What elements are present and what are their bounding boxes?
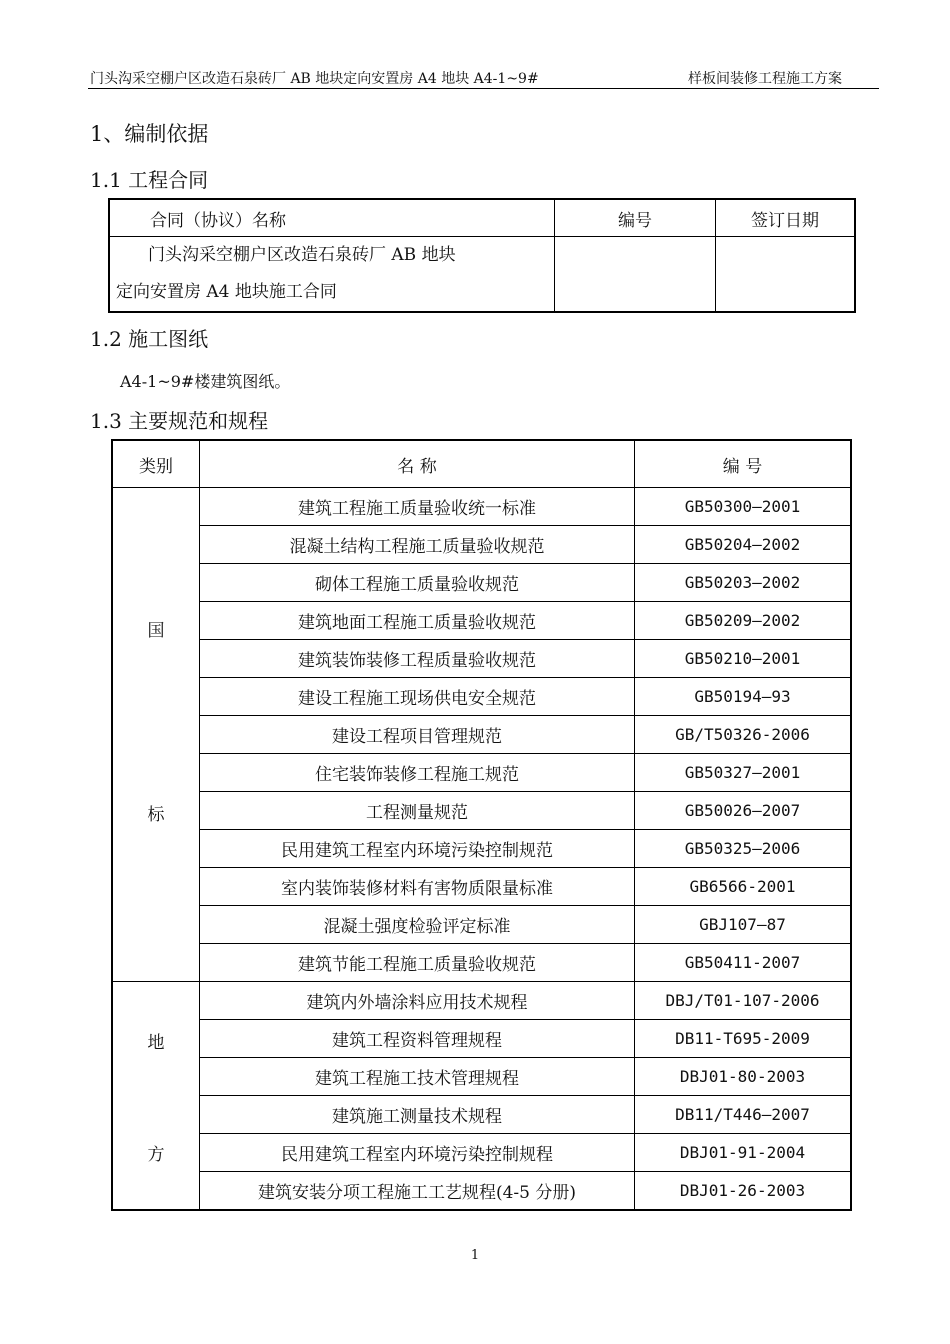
standard-code: GB50209—2002 <box>635 602 852 640</box>
standard-name: 建筑安装分项工程施工工艺规程(4-5 分册) <box>200 1172 635 1211</box>
standard-row <box>112 716 851 754</box>
category-local-char: 地 <box>147 1033 165 1053</box>
name-header: 名 称 <box>200 440 635 488</box>
standard-name: 室内装饰装修材料有害物质限量标准 <box>200 868 635 906</box>
standard-name: 混凝土强度检验评定标准 <box>200 906 635 944</box>
contract-number-header: 编号 <box>555 199 716 237</box>
contract-header-row <box>109 199 855 237</box>
category-national-char: 国 <box>147 621 165 641</box>
standard-row <box>112 792 851 830</box>
contract-table <box>108 198 856 313</box>
contract-date-header: 签订日期 <box>716 199 856 237</box>
contract-name-line1: 门头沟采空棚户区改造石泉砖厂 AB 地块 <box>148 245 456 265</box>
standard-code: DBJ01-80-2003 <box>635 1058 852 1096</box>
standard-code: GB50325—2006 <box>635 830 852 868</box>
standard-code: GB50327—2001 <box>635 754 852 792</box>
standard-row <box>112 1058 851 1096</box>
standard-row <box>112 602 851 640</box>
standard-code: GB50026—2007 <box>635 792 852 830</box>
contract-row <box>109 237 855 313</box>
contract-date-cell <box>716 237 856 313</box>
standard-code: GB/T50326-2006 <box>635 716 852 754</box>
standard-row <box>112 1134 851 1172</box>
standard-row <box>112 1096 851 1134</box>
page-header-left: 门头沟采空棚户区改造石泉砖厂 AB 地块定向安置房 A4 地块 A4-1~9# <box>90 71 539 87</box>
category-local-char: 方 <box>147 1145 165 1165</box>
standard-name: 建筑施工测量技术规程 <box>200 1096 635 1134</box>
standard-row <box>112 906 851 944</box>
standard-name: 民用建筑工程室内环境污染控制规程 <box>200 1134 635 1172</box>
standard-name: 建设工程施工现场供电安全规范 <box>200 678 635 716</box>
standard-code: GB50203—2002 <box>635 564 852 602</box>
contract-name-cell <box>109 237 555 313</box>
category-header: 类别 <box>112 440 200 488</box>
header-rule <box>88 88 879 89</box>
code-header: 编 号 <box>635 440 852 488</box>
drawings-text: A4-1~9#楼建筑图纸。 <box>120 372 291 391</box>
standard-row <box>112 754 851 792</box>
standard-row <box>112 1172 851 1211</box>
standard-row <box>112 1020 851 1058</box>
standard-name: 工程测量规范 <box>200 792 635 830</box>
section-1-3-title: 1.3 主要规范和规程 <box>90 409 269 433</box>
category-local <box>112 982 200 1211</box>
standard-name: 混凝土结构工程施工质量验收规范 <box>200 526 635 564</box>
standard-row <box>112 564 851 602</box>
standard-row <box>112 640 851 678</box>
standard-name: 建筑装饰装修工程质量验收规范 <box>200 640 635 678</box>
standards-table <box>111 439 852 1211</box>
standard-code: GB50194—93 <box>635 678 852 716</box>
standard-row <box>112 868 851 906</box>
contract-name-line2: 定向安置房 A4 地块施工合同 <box>116 282 337 302</box>
page-header-right: 样板间装修工程施工方案 <box>688 71 842 87</box>
standard-name: 建筑地面工程施工质量验收规范 <box>200 602 635 640</box>
standard-row <box>112 982 851 1020</box>
standard-code: DBJ01-91-2004 <box>635 1134 852 1172</box>
contract-name-header: 合同（协议）名称 <box>109 199 555 237</box>
category-national-char: 标 <box>147 805 165 825</box>
standard-code: GB50204—2002 <box>635 526 852 564</box>
standard-code: GBJ107—87 <box>635 906 852 944</box>
standard-code: DBJ01-26-2003 <box>635 1172 852 1211</box>
standards-header-row <box>112 440 851 488</box>
standard-code: GB6566-2001 <box>635 868 852 906</box>
standard-code: GB50300—2001 <box>635 488 852 526</box>
standard-row <box>112 944 851 982</box>
standard-name: 砌体工程施工质量验收规范 <box>200 564 635 602</box>
standard-name: 建筑工程施工质量验收统一标准 <box>200 488 635 526</box>
standard-name: 建筑内外墙涂料应用技术规程 <box>200 982 635 1020</box>
standard-code: DBJ/T01-107-2006 <box>635 982 852 1020</box>
standard-name: 建设工程项目管理规范 <box>200 716 635 754</box>
standard-name: 建筑工程施工技术管理规程 <box>200 1058 635 1096</box>
standard-name: 住宅装饰装修工程施工规范 <box>200 754 635 792</box>
standard-code: DB11/T446—2007 <box>635 1096 852 1134</box>
standard-code: GB50411-2007 <box>635 944 852 982</box>
page-number: 1 <box>470 1248 480 1263</box>
category-national <box>112 488 200 982</box>
standard-row <box>112 526 851 564</box>
standard-row <box>112 488 851 526</box>
standard-row <box>112 830 851 868</box>
contract-number-cell <box>555 237 716 313</box>
standard-name: 建筑工程资料管理规程 <box>200 1020 635 1058</box>
standard-code: DB11-T695-2009 <box>635 1020 852 1058</box>
section-1-2-title: 1.2 施工图纸 <box>90 327 209 351</box>
standard-name: 建筑节能工程施工质量验收规范 <box>200 944 635 982</box>
standard-code: GB50210—2001 <box>635 640 852 678</box>
standard-row <box>112 678 851 716</box>
section-1-1-title: 1.1 工程合同 <box>90 168 209 192</box>
section-1-title: 1、编制依据 <box>90 122 209 146</box>
standard-name: 民用建筑工程室内环境污染控制规范 <box>200 830 635 868</box>
